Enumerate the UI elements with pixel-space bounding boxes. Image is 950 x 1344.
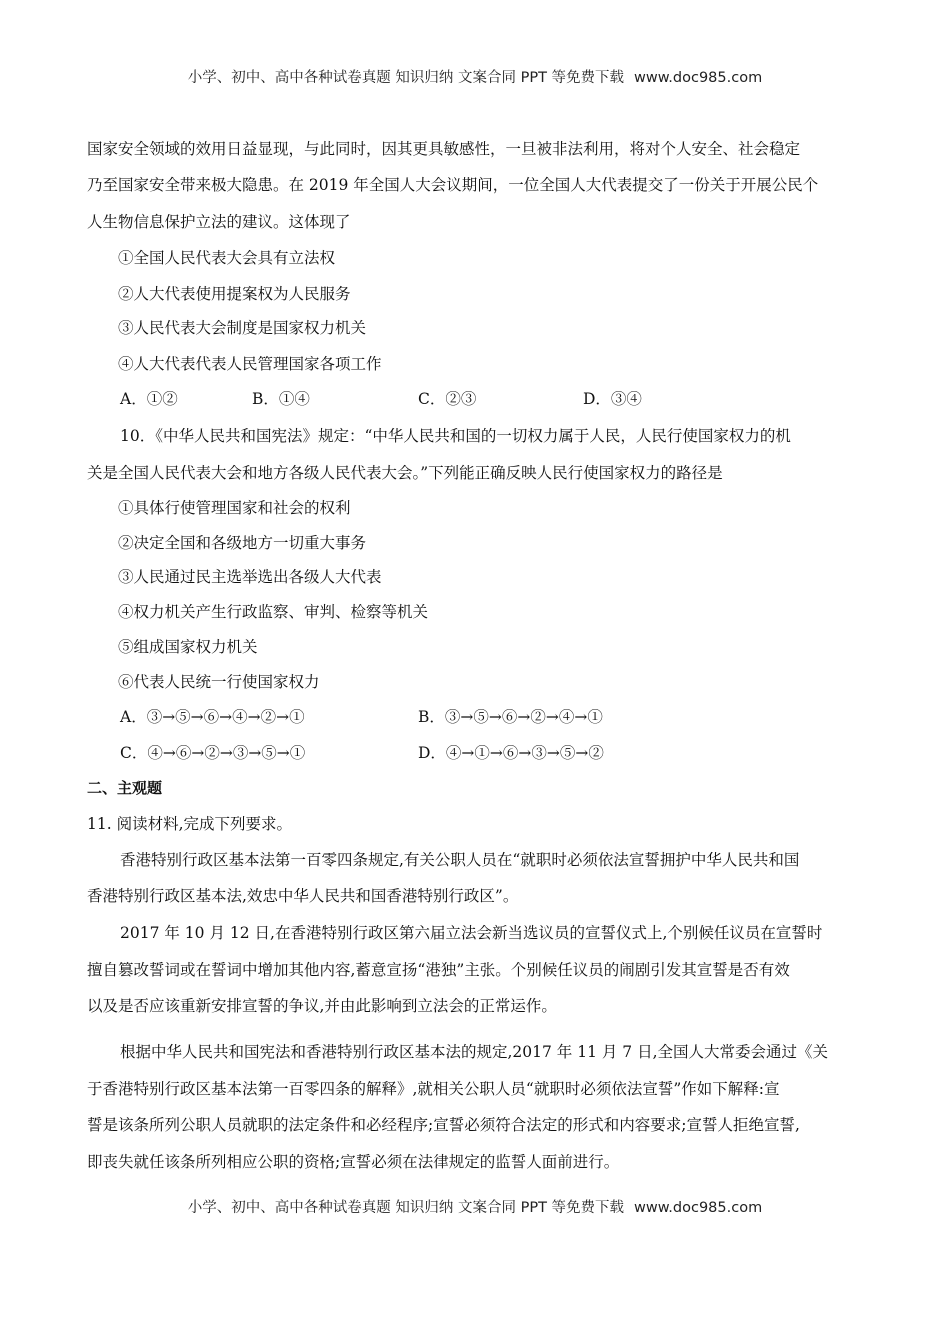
q10-item: ③人民通过民主选举选出各级人大代表 [118, 568, 382, 586]
q11-title: 11. 阅读材料,完成下列要求。 [87, 815, 293, 833]
q10-item: ⑥代表人民统一行使国家权力 [118, 673, 320, 691]
q11-paragraph-line: 以及是否应该重新安排宣誓的争议,并由此影响到立法会的正常运作。 [87, 997, 557, 1015]
q11-paragraph-line: 2017 年 10 月 12 日,在香港特别行政区第六届立法会新当选议员的宣誓仪式上,个别候任议员在宣誓时 [120, 924, 823, 942]
header-banner-url[interactable]: www.doc985.com [634, 70, 763, 86]
header-banner-text: 小学、初中、高中各种试卷真题 知识归纳 文案合同 PPT 等免费下载 [187, 70, 625, 86]
q10-option-a: A．③→⑤→⑥→④→②→① [120, 708, 305, 726]
q10-stem-line: 关是全国人民代表大会和地方各级人民代表大会。”下列能正确反映人民行使国家权力的路径是 [87, 464, 723, 482]
footer-banner-url[interactable]: www.doc985.com [634, 1200, 763, 1216]
q9-option-b: B．①④ [252, 390, 310, 408]
q11-paragraph-line: 香港特别行政区基本法,效忠中华人民共和国香港特别行政区”。 [87, 887, 519, 905]
q10-item: ④权力机关产生行政监察、审判、检察等机关 [118, 603, 429, 621]
q9-option-a: A．①② [120, 390, 178, 408]
q11-paragraph-line: 擅自篡改誓词或在誓词中增加其他内容,蓄意宣扬“港独”主张。个别候任议员的闹剧引发其宣誓是否有效 [87, 961, 790, 979]
q10-option-c: C．④→⑥→②→③→⑤→① [120, 744, 306, 762]
q11-paragraph-line: 誓是该条所列公职人员就职的法定条件和必经程序;宣誓必须符合法定的形式和内容要求;宣誓人拒绝宣誓, [87, 1116, 800, 1134]
q9-option-d: D．③④ [583, 390, 642, 408]
q11-paragraph-line: 香港特别行政区基本法第一百零四条规定,有关公职人员在“就职时必须依法宣誓拥护中华人民共和国 [120, 851, 800, 869]
q9-option-c: C．②③ [418, 390, 477, 408]
q10-item: ①具体行使管理国家和社会的权利 [118, 499, 351, 517]
q10-stem-line: 10．《中华人民共和国宪法》规定：“中华人民共和国的一切权力属于人民，人民行使国家权力的机 [120, 427, 791, 445]
q10-option-d: D．④→①→⑥→③→⑤→② [418, 744, 604, 762]
section-heading: 二、主观题 [87, 779, 163, 797]
q11-paragraph-line: 于香港特别行政区基本法第一百零四条的解释》,就相关公职人员“就职时必须依法宣誓”作如下解释:宣 [87, 1080, 780, 1098]
q9-stem-line: 国家安全领域的效用日益显现，与此同时，因其更具敏感性，一旦被非法利用，将对个人安全、社会稳定 [87, 140, 801, 158]
q10-item: ②决定全国和各级地方一切重大事务 [118, 534, 367, 552]
q9-item: ①全国人民代表大会具有立法权 [118, 249, 336, 267]
q9-item: ④人大代表代表人民管理国家各项工作 [118, 355, 382, 373]
q9-stem-line: 乃至国家安全带来极大隐患。在 2019 年全国人大会议期间，一位全国人大代表提交了一份关于开展公民个 [87, 176, 819, 194]
header-banner [0, 66, 950, 87]
q10-option-b: B．③→⑤→⑥→②→④→① [418, 708, 603, 726]
q10-item: ⑤组成国家权力机关 [118, 638, 258, 656]
q9-item: ②人大代表使用提案权为人民服务 [118, 285, 351, 303]
q11-paragraph-line: 即丧失就任该条所列相应公职的资格;宣誓必须在法律规定的监誓人面前进行。 [87, 1153, 620, 1171]
q11-paragraph-line: 根据中华人民共和国宪法和香港特别行政区基本法的规定,2017 年 11 月 7 日,全国人大常委会通过《关 [120, 1043, 829, 1061]
q9-item: ③人民代表大会制度是国家权力机关 [118, 319, 367, 337]
footer-banner [0, 1196, 950, 1217]
footer-banner-text: 小学、初中、高中各种试卷真题 知识归纳 文案合同 PPT 等免费下载 [187, 1200, 625, 1216]
q9-stem-line: 人生物信息保护立法的建议。这体现了 [87, 213, 351, 231]
